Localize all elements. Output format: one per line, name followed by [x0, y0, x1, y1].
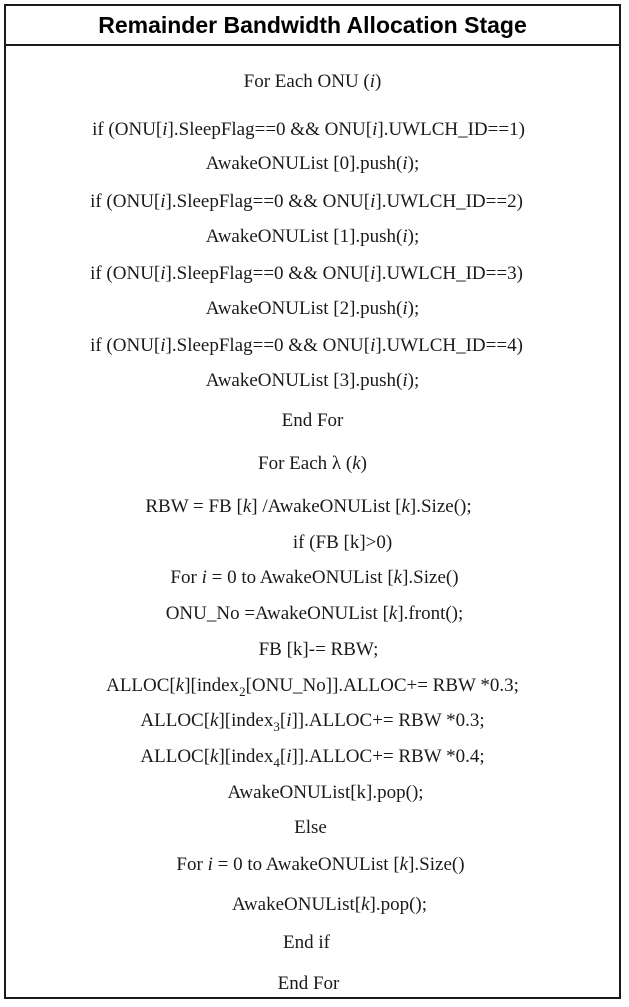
- code-line-23: AwakeONUList[k].pop();: [231, 894, 428, 915]
- code-line-25: End For: [277, 973, 340, 994]
- code-line-7: AwakeONUList [2].push(i);: [205, 298, 420, 319]
- algorithm-box: [4, 4, 621, 999]
- alloc-line-index4: ALLOC[k][index$_4$[i]].ALLOC+= RBW *0.4;: [140, 746, 485, 770]
- code-line-12: RBW = FB [k] /AwakeONUList [k].Size();: [145, 496, 472, 517]
- code-line-2: if (ONU[i].SleepFlag==0 && ONU[i].UWLCH_ID==1): [92, 119, 525, 140]
- code-line-3: AwakeONUList [0].push(i);: [205, 153, 420, 174]
- code-line-18: [6, 706, 619, 736]
- title-bar: [6, 6, 619, 46]
- code-line-14: For i = 0 to AwakeONUList [k].Size(): [170, 567, 459, 588]
- code-line-24: End if: [283, 932, 330, 953]
- code-line-17: [6, 671, 619, 701]
- code-line-4: if (ONU[i].SleepFlag==0 && ONU[i].UWLCH_ID==2): [90, 191, 523, 212]
- code-line-8: if (ONU[i].SleepFlag==0 && ONU[i].UWLCH_ID==4): [90, 335, 523, 356]
- code-line-5: AwakeONUList [1].push(i);: [205, 226, 420, 247]
- code-line-6: if (ONU[i].SleepFlag==0 && ONU[i].UWLCH_ID==3): [90, 263, 523, 284]
- alloc-line-index3: ALLOC[k][index$_3$[i]].ALLOC+= RBW *0.3;: [140, 710, 485, 734]
- code-line-21: Else: [294, 817, 327, 838]
- code-line-19: [6, 742, 619, 772]
- code-line-15: ONU_No =AwakeONUList [k].front();: [165, 603, 464, 624]
- code-line-16: FB [k]-= RBW;: [258, 639, 379, 660]
- code-line-20: AwakeONUList[k].pop();: [227, 782, 424, 803]
- alloc-line-index2: ALLOC[k][index$_2$[ONU_No]].ALLOC+= RBW *0.3;: [106, 675, 519, 699]
- code-line-11: For Each λ (k): [258, 453, 367, 474]
- code-line-1: For Each ONU (i): [243, 71, 382, 92]
- code-line-13: if (FB [k]>0): [292, 532, 393, 553]
- code-line-9: AwakeONUList [3].push(i);: [205, 370, 420, 391]
- code-line-10: End For: [281, 410, 344, 431]
- algorithm-title: Remainder Bandwidth Allocation Stage: [98, 11, 527, 38]
- code-line-22: For i = 0 to AwakeONUList [k].Size(): [176, 854, 465, 875]
